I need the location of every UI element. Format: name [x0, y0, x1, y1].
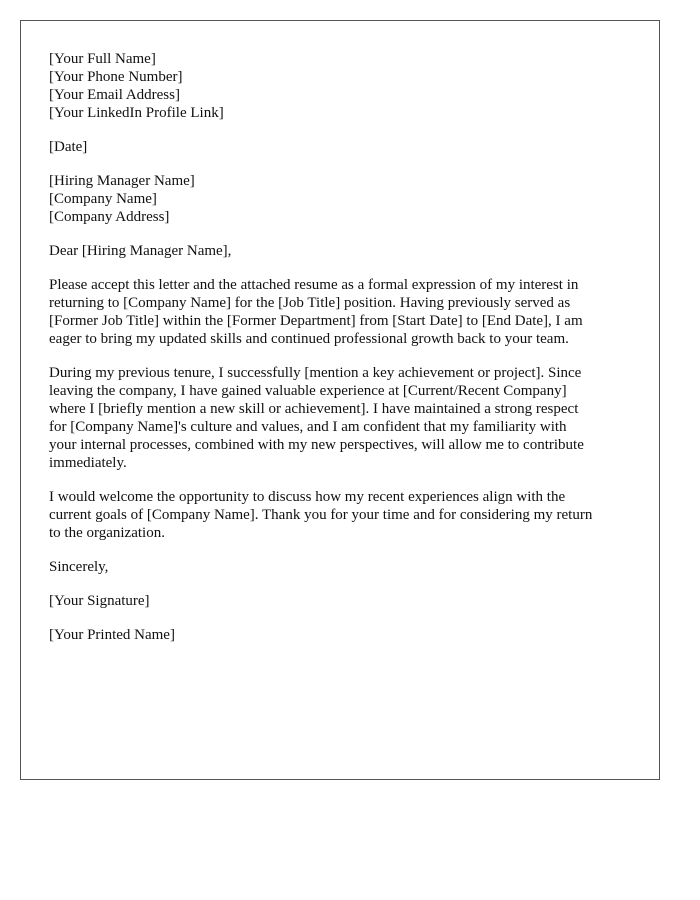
paragraph-line: leaving the company, I have gained valuable experience at [Current/Recent Company]	[49, 383, 567, 399]
signature-block	[49, 592, 631, 610]
sender-block	[49, 50, 631, 122]
paragraph-line: immediately.	[49, 455, 127, 471]
closing: Sincerely,	[49, 559, 109, 575]
salutation-block	[49, 242, 631, 260]
paragraph-line: returning to [Company Name] for the [Job Title] position. Having previously served as	[49, 295, 571, 311]
date-block	[49, 138, 631, 156]
body-paragraph-3	[49, 488, 631, 542]
paragraph-line: for [Company Name]'s culture and values, and I am confident that my familiarity with	[49, 419, 567, 435]
closing-block	[49, 558, 631, 576]
paragraph-line: [Former Job Title] within the [Former Department] from [Start Date] to [End Date], I am	[49, 313, 583, 329]
paragraph-line: to the organization.	[49, 525, 165, 541]
paragraph-line: Please accept this letter and the attached resume as a formal expression of my interest in	[49, 277, 579, 293]
paragraph-line: During my previous tenure, I successfully [mention a key achievement or project]. Since	[49, 365, 582, 381]
sender-name: [Your Full Name]	[49, 51, 156, 67]
body-paragraph-2	[49, 364, 631, 472]
sender-linkedin: [Your LinkedIn Profile Link]	[49, 105, 224, 121]
recipient-block	[49, 172, 631, 226]
sender-email: [Your Email Address]	[49, 87, 180, 103]
paragraph-line: current goals of [Company Name]. Thank you for your time and for considering my return	[49, 507, 593, 523]
paragraph-line: your internal processes, combined with my new perspectives, will allow me to contribute	[49, 437, 584, 453]
recipient-address: [Company Address]	[49, 209, 170, 225]
letter-page	[20, 20, 660, 780]
signature: [Your Signature]	[49, 593, 150, 609]
recipient-company: [Company Name]	[49, 191, 157, 207]
sender-phone: [Your Phone Number]	[49, 69, 183, 85]
body-paragraph-1	[49, 276, 631, 348]
salutation: Dear [Hiring Manager Name],	[49, 243, 232, 259]
paragraph-line: eager to bring my updated skills and continued professional growth back to your team.	[49, 331, 569, 347]
printed-name-block	[49, 626, 631, 644]
letter-date: [Date]	[49, 139, 88, 155]
paragraph-line: I would welcome the opportunity to discuss how my recent experiences align with the	[49, 489, 566, 505]
recipient-name: [Hiring Manager Name]	[49, 173, 195, 189]
paragraph-line: where I [briefly mention a new skill or achievement]. I have maintained a strong respect	[49, 401, 579, 417]
printed-name: [Your Printed Name]	[49, 627, 175, 643]
